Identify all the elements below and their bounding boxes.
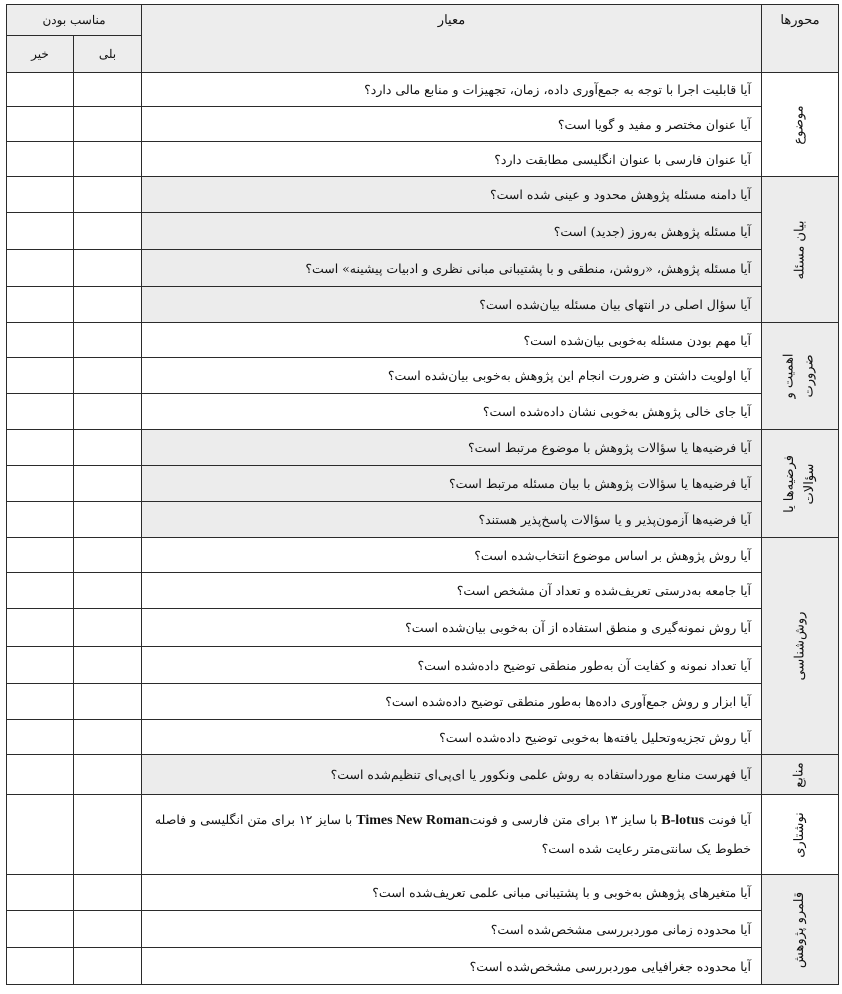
answer-yes-cell[interactable] — [74, 358, 142, 394]
answer-no-cell[interactable] — [7, 213, 74, 250]
axis-cell — [762, 755, 839, 795]
axis-label-line: موضوع — [791, 104, 807, 145]
criterion-text: آیا فرضیه‌ها یا سؤالات پژوهش با بیان مسئله مرتبط است؟ — [142, 466, 762, 502]
answer-no-cell[interactable] — [7, 73, 74, 107]
criterion-text: آیا عنوان مختصر و مفید و گویا است؟ — [142, 107, 762, 142]
answer-yes-cell[interactable] — [74, 795, 142, 875]
answer-yes-cell[interactable] — [74, 430, 142, 466]
criterion-text: آیا روش تجزیه‌وتحلیل یافته‌ها به‌خوبی توضیح داده‌شده است؟ — [142, 720, 762, 755]
answer-yes-cell[interactable] — [74, 538, 142, 573]
criterion-text: آیا جای خالی پژوهش به‌خوبی نشان داده‌شده است؟ — [142, 394, 762, 430]
header-fit: مناسب بودن — [7, 5, 142, 36]
axis-label — [790, 891, 810, 967]
font-name: Times New Roman — [356, 813, 470, 828]
answer-no-cell[interactable] — [7, 538, 74, 573]
criterion-row — [7, 755, 839, 795]
header-no: خیر — [7, 36, 74, 73]
answer-yes-cell[interactable] — [74, 107, 142, 142]
axis-label — [780, 455, 820, 513]
header-criterion: معیار — [142, 5, 762, 73]
answer-yes-cell[interactable] — [74, 213, 142, 250]
header-yes: بلی — [74, 36, 142, 73]
answer-yes-cell[interactable] — [74, 755, 142, 795]
criterion-row — [7, 142, 839, 177]
answer-yes-cell[interactable] — [74, 502, 142, 538]
axis-cell — [762, 538, 839, 755]
criterion-text: آیا اولویت داشتن و ضرورت انجام این پژوهش به‌خوبی بیان‌شده است؟ — [142, 358, 762, 394]
answer-yes-cell[interactable] — [74, 142, 142, 177]
answer-no-cell[interactable] — [7, 720, 74, 755]
axis-label-line: قلمرو پژوهش — [791, 891, 807, 968]
criterion-row — [7, 287, 839, 323]
criterion-text: آیا محدوده زمانی موردبررسی مشخص‌شده است؟ — [142, 911, 762, 948]
criterion-row — [7, 394, 839, 430]
answer-no-cell[interactable] — [7, 287, 74, 323]
criterion-text: آیا مهم بودن مسئله به‌خوبی بیان‌شده است؟ — [142, 323, 762, 358]
answer-no-cell[interactable] — [7, 358, 74, 394]
criterion-text: آیا مسئله پژوهش به‌روز (جدید) است؟ — [142, 213, 762, 250]
axis-cell — [762, 73, 839, 177]
answer-yes-cell[interactable] — [74, 609, 142, 647]
axis-label — [790, 762, 810, 787]
criterion-text: آیا روش نمونه‌گیری و منطق استفاده از آن به‌خوبی بیان‌شده است؟ — [142, 609, 762, 647]
answer-no-cell[interactable] — [7, 502, 74, 538]
answer-no-cell[interactable] — [7, 875, 74, 911]
criterion-row — [7, 911, 839, 948]
answer-yes-cell[interactable] — [74, 573, 142, 609]
axis-label-line: بیان مسئله — [791, 220, 807, 279]
answer-yes-cell[interactable] — [74, 647, 142, 684]
answer-no-cell[interactable] — [7, 466, 74, 502]
answer-yes-cell[interactable] — [74, 73, 142, 107]
criterion-text: آیا روش پژوهش بر اساس موضوع انتخاب‌شده است؟ — [142, 538, 762, 573]
answer-no-cell[interactable] — [7, 573, 74, 609]
axis-cell — [762, 875, 839, 985]
criterion-row — [7, 358, 839, 394]
axis-cell — [762, 430, 839, 538]
criterion-row — [7, 875, 839, 911]
axis-cell — [762, 795, 839, 875]
criterion-row — [7, 502, 839, 538]
criterion-row — [7, 948, 839, 985]
criterion-row — [7, 107, 839, 142]
criterion-text: آیا فرضیه‌ها آزمون‌پذیر و یا سؤالات پاسخ‌پذیر هستند؟ — [142, 502, 762, 538]
criterion-row — [7, 177, 839, 213]
criterion-row — [7, 538, 839, 573]
answer-no-cell[interactable] — [7, 323, 74, 358]
axis-label — [790, 220, 810, 279]
criterion-row — [7, 720, 839, 755]
answer-yes-cell[interactable] — [74, 466, 142, 502]
answer-yes-cell[interactable] — [74, 684, 142, 720]
axis-label-line: فرضیه‌ها یا — [781, 454, 797, 513]
answer-yes-cell[interactable] — [74, 875, 142, 911]
answer-no-cell[interactable] — [7, 684, 74, 720]
criterion-row — [7, 684, 839, 720]
criterion-text: آیا مسئله پژوهش، «روشن، منطقی و با پشتیبانی مبانی نظری و ادبیات پیشینه» است؟ — [142, 250, 762, 287]
header-axes: محورها — [762, 5, 839, 73]
answer-yes-cell[interactable] — [74, 287, 142, 323]
axis-label-line: روش‌شناسی — [792, 611, 807, 681]
criterion-row — [7, 795, 839, 875]
axis-label-line: منابع — [791, 761, 807, 788]
answer-no-cell[interactable] — [7, 911, 74, 948]
answer-no-cell[interactable] — [7, 609, 74, 647]
axis-label-line: نوشتاری — [791, 811, 807, 858]
answer-no-cell[interactable] — [7, 948, 74, 985]
answer-no-cell[interactable] — [7, 394, 74, 430]
criterion-part: با سایز ۱۳ برای متن فارسی و فونت — [469, 812, 662, 827]
axis-label-line: ضرورت — [802, 354, 817, 398]
criterion-text: آیا دامنه مسئله پژوهش محدود و عینی شده است؟ — [142, 177, 762, 213]
answer-yes-cell[interactable] — [74, 948, 142, 985]
criterion-part: با سایز ۱۲ برای متن انگلیسی و فاصله خطوط یک سانتی‌متر رعایت شده است؟ — [154, 812, 751, 856]
criterion-text: آیا متغیرهای پژوهش به‌خوبی و با پشتیبانی مبانی علمی تعریف‌شده است؟ — [142, 875, 762, 911]
axis-label-line: اهمیت و — [782, 353, 797, 399]
criterion-text: آیا سؤال اصلی در انتهای بیان مسئله بیان‌شده است؟ — [142, 287, 762, 323]
criterion-part: آیا فونت — [704, 812, 751, 827]
answer-no-cell[interactable] — [7, 107, 74, 142]
criterion-text: آیا فرضیه‌ها یا سؤالات پژوهش با موضوع مرتبط است؟ — [142, 430, 762, 466]
criterion-row — [7, 213, 839, 250]
criterion-row — [7, 609, 839, 647]
answer-yes-cell[interactable] — [74, 323, 142, 358]
table-body — [7, 5, 839, 985]
axis-label — [780, 353, 820, 398]
answer-no-cell[interactable] — [7, 430, 74, 466]
criterion-text: آیا جامعه به‌درستی تعریف‌شده و تعداد آن مشخص است؟ — [142, 573, 762, 609]
criterion-row — [7, 466, 839, 502]
answer-no-cell[interactable] — [7, 647, 74, 684]
answer-no-cell[interactable] — [7, 755, 74, 795]
criterion-row — [7, 323, 839, 358]
axis-label — [790, 812, 810, 858]
criterion-row — [7, 430, 839, 466]
answer-yes-cell[interactable] — [74, 394, 142, 430]
criterion-row — [7, 647, 839, 684]
answer-yes-cell[interactable] — [74, 720, 142, 755]
criterion-text: آیا فهرست منابع مورداستفاده به روش علمی ونکوور یا ای‌پی‌ای تنظیم‌شده است؟ — [142, 755, 762, 795]
axis-label — [790, 105, 810, 144]
criterion-text: آیا ابزار و روش جمع‌آوری داده‌ها به‌طور منطقی توضیح داده‌شده است؟ — [142, 684, 762, 720]
answer-no-cell[interactable] — [7, 142, 74, 177]
axis-label-line: سؤالات — [801, 463, 817, 504]
axis-label — [790, 612, 810, 681]
criterion-text: آیا محدوده جغرافیایی موردبررسی مشخص‌شده است؟ — [142, 948, 762, 985]
criterion-row — [7, 573, 839, 609]
answer-no-cell[interactable] — [7, 177, 74, 213]
axis-cell — [762, 323, 839, 430]
criterion-text: آیا قابلیت اجرا با توجه به جمع‌آوری داده، زمان، تجهیزات و منابع مالی دارد؟ — [142, 73, 762, 107]
font-name: B-lotus — [661, 813, 705, 828]
criterion-text: آیا تعداد نمونه و کفایت آن به‌طور منطقی توضیح داده‌شده است؟ — [142, 647, 762, 684]
criterion-text: آیا عنوان فارسی با عنوان انگلیسی مطابقت دارد؟ — [142, 142, 762, 177]
answer-no-cell[interactable] — [7, 250, 74, 287]
evaluation-table — [6, 4, 839, 985]
header-row-1 — [7, 5, 839, 36]
axis-cell — [762, 177, 839, 323]
answer-yes-cell[interactable] — [74, 911, 142, 948]
criterion-text — [142, 795, 762, 875]
answer-no-cell[interactable] — [7, 795, 74, 875]
answer-yes-cell[interactable] — [74, 250, 142, 287]
answer-yes-cell[interactable] — [74, 177, 142, 213]
criterion-row — [7, 250, 839, 287]
criterion-row — [7, 73, 839, 107]
